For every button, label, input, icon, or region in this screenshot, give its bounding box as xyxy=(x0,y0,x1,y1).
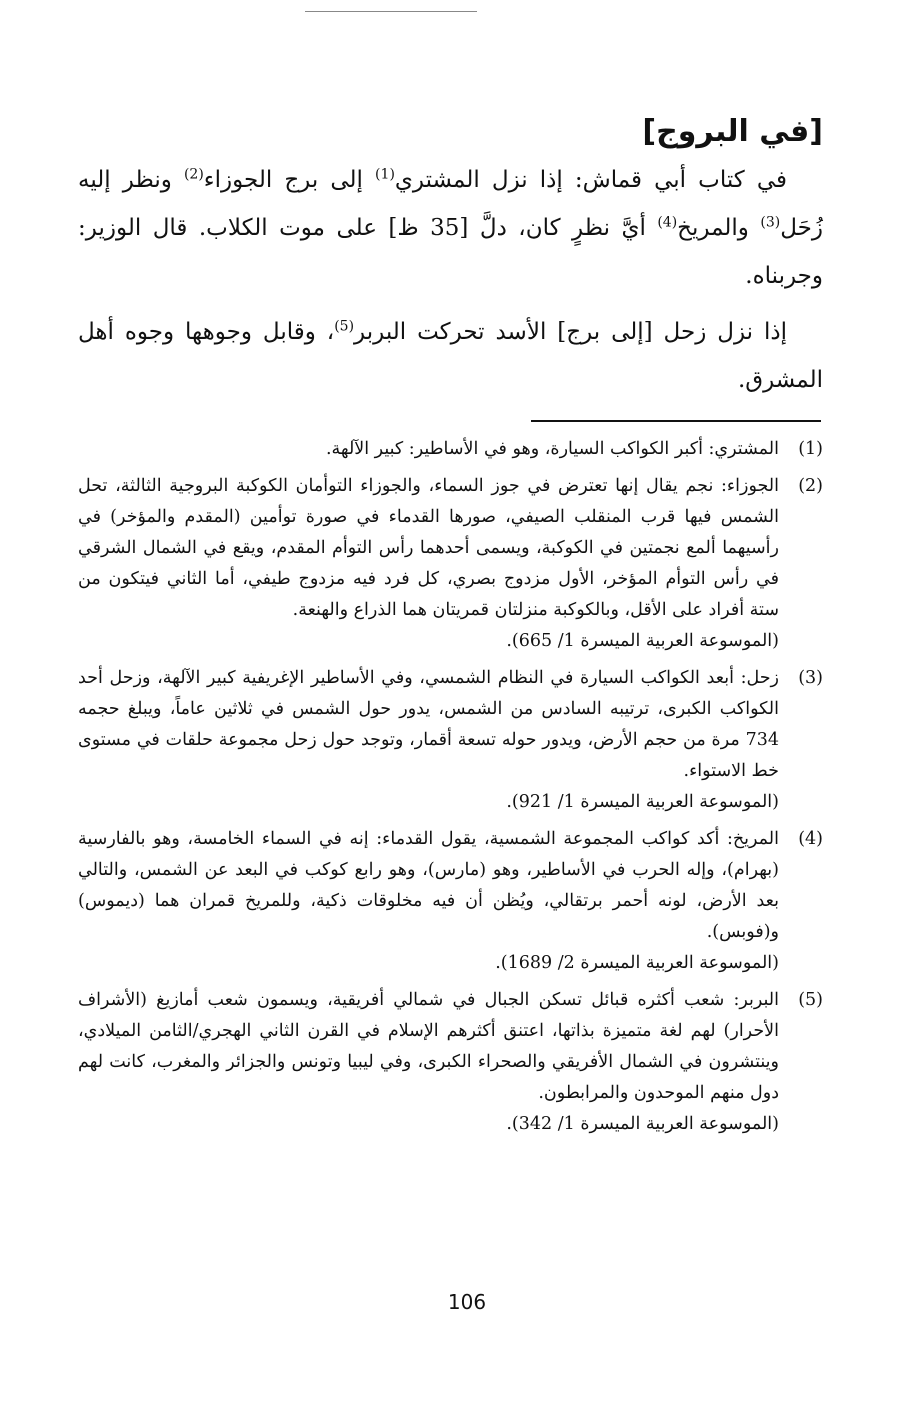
footnote-ref-3: (3) xyxy=(760,214,781,231)
footnote-5 xyxy=(78,985,823,1140)
footnote-ref-5: (5) xyxy=(334,318,355,335)
footnote-source: (الموسوعة العربية الميسرة 1/ 921). xyxy=(506,792,779,812)
paragraph-2 xyxy=(78,308,823,404)
page-number: 106 xyxy=(447,1290,487,1314)
footnote-text: الجوزاء: نجم يقال إنها تعترض في جوز السماء، والجوزاء التوأمان الكوكبة البروجية الثالثة، تحل الشمس فيها قرب المنقلب الصيفي، صورها القدماء في صورة توأمين (المقدم والمؤخر) في رأسيهما ألمع نجمتين في الكوكبة، ويسمى أحدهما رأس التوأم المقدم، ويقع في الشمال الشرقي في رأس التوأم المؤخر، الأول مزدوج بصري، كل فرد فيه مزدوج طيفي، أما الثاني فيتكون من ستة أفراد على الأقل، وبالكوكبة منزلتان قمريتان هما الذراع والهنعة. xyxy=(78,476,779,620)
footnote-ref-4: (4) xyxy=(657,214,678,231)
footnote-number: (1) xyxy=(798,439,823,459)
paragraph-1-text-4: والمريخ xyxy=(677,215,761,241)
footnote-number: (5) xyxy=(798,990,823,1010)
footnote-number: (4) xyxy=(798,829,823,849)
paragraph-1 xyxy=(78,156,823,300)
footnote-text: البربر: شعب أكثره قبائل تسكن الجبال في شمالي أفريقية، ويسمون شعب أمازيغ (الأشراف الأحرار) لهم لغة متميزة بذاتها، اعتنق أكثرهم الإسلام في القرن الثاني الهجري/الثامن الميلادي، وينتشرون في الشمال الأفريقي والصحراء الكبرى، وفي ليبيا وتونس والجزائر والمغرب، كانت لهم دول منهم الموحدون والمرابطون. xyxy=(78,990,779,1103)
footnote-number: (2) xyxy=(798,476,823,496)
footnote-3 xyxy=(78,663,823,818)
footnote-ref-2: (2) xyxy=(183,166,204,183)
main-text xyxy=(78,156,823,412)
footnote-separator xyxy=(531,420,821,422)
footnote-source: (الموسوعة العربية الميسرة 1/ 342). xyxy=(506,1114,779,1134)
paragraph-1-text-1: في كتاب أبي قماش: إذا نزل المشتري xyxy=(394,167,787,193)
paragraph-2-text-1: إذا نزل زحل [إلى برج] الأسد تحركت البربر xyxy=(354,319,787,345)
footnote-4 xyxy=(78,824,823,979)
paragraph-2-text-2: ، وقابل وجوهها وجوه أهل المشرق. xyxy=(78,319,823,393)
footnotes xyxy=(78,434,823,1146)
paragraph-1-text-5: أيَّ نظرٍ كان، دلَّ [35 ظ] على موت الكلاب. قال الوزير: وجربناه. xyxy=(78,215,823,289)
footnote-text: زحل: أبعد الكواكب السيارة في النظام الشمسي، وفي الأساطير الإغريفية كبير الآلهة، وزحل أحد الكواكب الكبرى، ترتيبه السادس من الشمس، يدور حول الشمس في ثلاثين عاماً، ويبلغ حجمه 734 مرة من حجم الأرض، ويدور حوله تسعة أقمار، وتوجد حول زحل مجموعة حلقات في مستوى خط الاستواء. xyxy=(78,668,779,781)
footnote-1 xyxy=(78,434,823,465)
footnote-source: (الموسوعة العربية الميسرة 2/ 1689). xyxy=(495,953,779,973)
book-page xyxy=(78,0,823,1418)
section-heading: [في البروج] xyxy=(642,114,823,149)
paragraph-1-text-3: ونظر إليه زُحَل xyxy=(78,167,823,241)
footnote-number: (3) xyxy=(798,668,823,688)
footnote-ref-1: (1) xyxy=(375,166,395,183)
footnote-text: المشتري: أكبر الكواكب السيارة، وهو في الأساطير: كبير الآلهة. xyxy=(325,439,779,459)
paragraph-1-text-2: إلى برج الجوزاء xyxy=(203,167,376,193)
footnote-text: المريخ: أكد كواكب المجموعة الشمسية، يقول القدماء: إنه في السماء الخامسة، وهو بالفارسية (بهرام)، وإله الحرب في الأساطير، وهو (مارس)، وهو رابع كوكب في البعد عن الشمس، والتالي بعد الأرض، لونه أحمر برتقالي، ويُظن أن فيه مخلوقات ذكية، وللمريخ قمران هما (ديموس) و(فوبس). xyxy=(78,829,779,942)
footnote-source: (الموسوعة العربية الميسرة 1/ 665). xyxy=(506,631,779,651)
footnote-2 xyxy=(78,471,823,657)
